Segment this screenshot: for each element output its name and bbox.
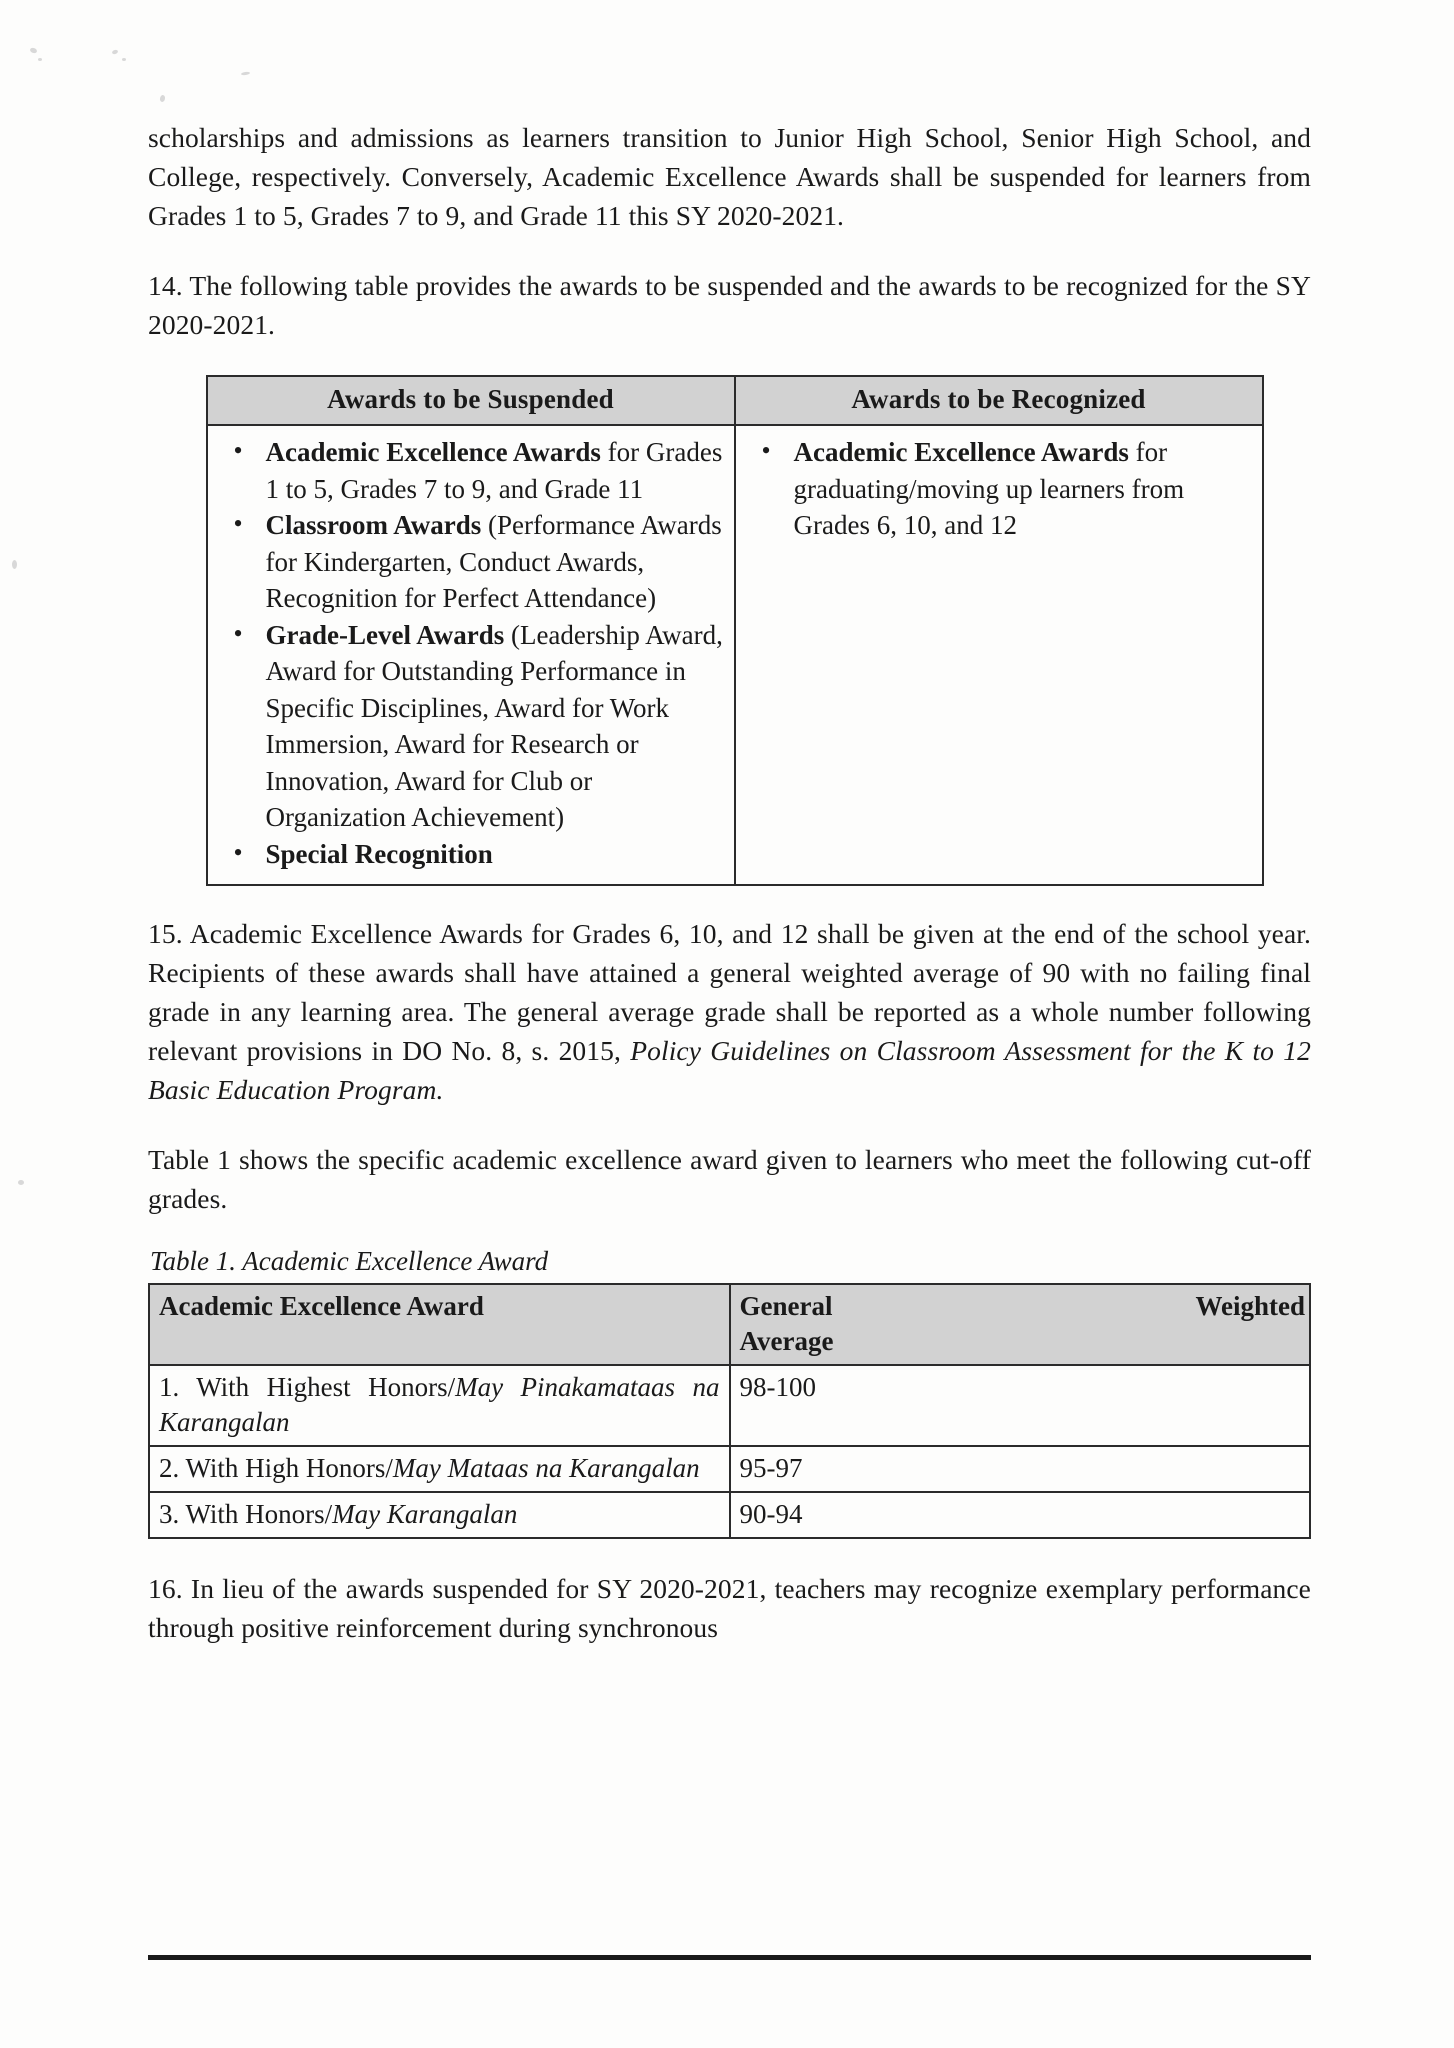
award-name: Special Recognition bbox=[265, 838, 493, 869]
paragraph-15-italic-citation: Policy Guidelines on Classroom Assessment for the K to 12 Basic Education Program. bbox=[148, 1035, 1311, 1105]
paragraph-13-continuation: scholarships and admissions as learners transition to Junior High School, Senior High School, and College, respectively. Conversely, Academic Excellence Awards shall be suspended for learners from Grades 1 to 5, Grades 7 to 9, and Grade 11 this SY 2020-2021. bbox=[148, 122, 1311, 231]
document-body bbox=[148, 118, 1311, 1647]
table1-caption-label: Table 1. bbox=[150, 1246, 237, 1276]
award-name: Classroom Awards bbox=[265, 510, 482, 540]
suspended-awards-list bbox=[218, 434, 724, 872]
award-detail: for graduating/moving up learners from Grades 6, 10, and 12 bbox=[793, 437, 1185, 540]
table1-caption-title: Academic Excellence Award bbox=[236, 1246, 549, 1276]
scan-speck bbox=[12, 560, 17, 569]
table1-header-award: Academic Excellence Award bbox=[149, 1284, 730, 1365]
table1-award-cell bbox=[149, 1492, 730, 1538]
table1-header-weighted: Weighted bbox=[1195, 1291, 1305, 1321]
row-number: 2. bbox=[159, 1453, 186, 1483]
paragraph-16: 16. In lieu of the awards suspended for SY 2020-2021, teachers may recognize exemplary performance through positive reinforcement during synchronous bbox=[148, 1573, 1311, 1643]
award-name: Academic Excellence Awards bbox=[265, 437, 601, 467]
award-english: With High Honors/ bbox=[185, 1453, 393, 1483]
table1-header-gwa-line1 bbox=[740, 1289, 1306, 1324]
table1-award-cell bbox=[149, 1446, 730, 1492]
recognized-awards-list bbox=[746, 434, 1252, 544]
list-item bbox=[264, 434, 724, 507]
scan-speck bbox=[111, 49, 118, 55]
scan-speck bbox=[122, 58, 126, 61]
scan-speck bbox=[241, 71, 250, 75]
scan-speck bbox=[159, 95, 165, 103]
table1-header-row bbox=[149, 1284, 1310, 1365]
table1-header-average: Average bbox=[739, 1326, 834, 1356]
award-filipino: May Pinakamataas na Karangalan bbox=[159, 1372, 720, 1437]
award-detail: (Performance Awards for Kindergarten, Conduct Awards, Recognition for Perfect Attendance) bbox=[265, 510, 722, 613]
scan-speck bbox=[38, 58, 42, 61]
row-number: 3. bbox=[159, 1499, 186, 1529]
award-filipino: May Mataas na Karangalan bbox=[392, 1453, 700, 1483]
paragraph-15 bbox=[148, 914, 1311, 1109]
table1-header-general: General bbox=[739, 1291, 833, 1321]
list-item bbox=[264, 507, 724, 617]
list-item bbox=[264, 617, 724, 836]
award-english: With Honors/ bbox=[185, 1499, 333, 1529]
table1-academic-excellence-award bbox=[148, 1283, 1311, 1539]
awards-suspended-recognized-table bbox=[206, 375, 1264, 886]
table1-award-cell bbox=[149, 1365, 730, 1446]
awards-table-header-suspended: Awards to be Suspended bbox=[207, 376, 735, 425]
awards-table-body-row bbox=[207, 425, 1263, 885]
award-name: Academic Excellence Awards bbox=[793, 437, 1129, 467]
awards-table-container bbox=[148, 375, 1311, 886]
table-row bbox=[149, 1365, 1310, 1446]
award-name: Grade-Level Awards bbox=[265, 619, 505, 650]
award-filipino: May Karangalan bbox=[332, 1499, 518, 1529]
table1-header-general-weighted-average bbox=[730, 1284, 1311, 1365]
award-detail: for Grades 1 to 5, Grades 7 to 9, and Grade 11 bbox=[265, 437, 723, 504]
awards-table-header-row bbox=[207, 376, 1263, 425]
paragraph-table1-intro: Table 1 shows the specific academic excellence award given to learners who meet the following cut-off grades. bbox=[148, 1144, 1311, 1214]
table1-caption bbox=[150, 1244, 1311, 1278]
awards-table-header-recognized: Awards to be Recognized bbox=[735, 376, 1263, 425]
award-detail: (Leadership Award, Award for Outstanding Performance in Specific Disciplines, Award for Work Immersion, Award for Research or Innovation, Award for Club or Organization Achievement) bbox=[265, 619, 723, 832]
table1-score-cell: 98-100 bbox=[730, 1365, 1311, 1446]
table1-score-cell: 90-94 bbox=[730, 1492, 1311, 1538]
awards-recognized-cell bbox=[735, 425, 1263, 885]
table1-score-cell: 95-97 bbox=[730, 1446, 1311, 1492]
footer-horizontal-rule bbox=[148, 1955, 1311, 1960]
scan-speck bbox=[18, 1180, 24, 1185]
table-row bbox=[149, 1446, 1310, 1492]
paragraph-14: 14. The following table provides the awards to be suspended and the awards to be recognized for the SY 2020-2021. bbox=[148, 270, 1311, 340]
award-english: With Highest Honors/ bbox=[196, 1372, 456, 1402]
list-item bbox=[792, 434, 1252, 544]
paragraph-15-roman-text: 15. Academic Excellence Awards for Grades 6, 10, and 12 shall be given at the end of the school year. Recipients of these awards shall have attained a general weighted average of 90 with no failing final grade in any learning area. The general average grade shall be reported as a whole number following relevant provisions in DO No. 8, s. 2015, bbox=[148, 918, 1311, 1066]
list-item bbox=[264, 836, 724, 873]
row-number: 1. bbox=[159, 1372, 197, 1402]
awards-suspended-cell bbox=[207, 425, 735, 885]
table-row bbox=[149, 1492, 1310, 1538]
scan-speck bbox=[29, 47, 37, 54]
